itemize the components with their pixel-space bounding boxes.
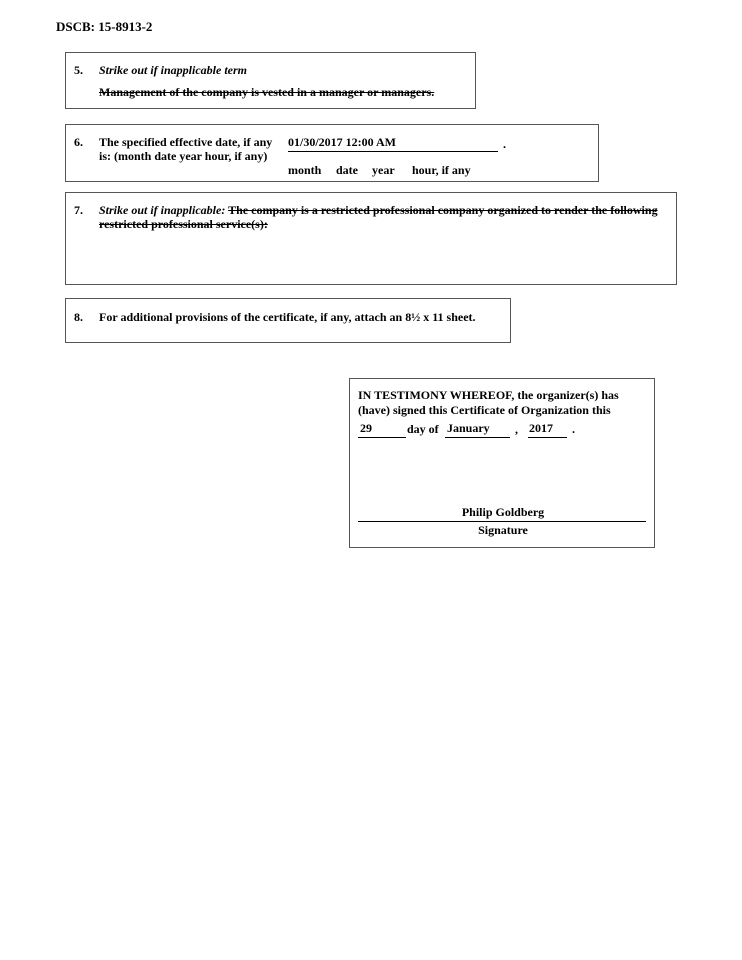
item5-box — [65, 52, 476, 109]
month-underline — [445, 437, 510, 438]
item7-struck-line1: The company is a restricted professional company organized to render the following — [228, 203, 658, 217]
testimony-comma: , — [515, 422, 518, 436]
item7-text-line1 — [99, 203, 658, 217]
testimony-line2: (have) signed this Certificate of Organization this — [358, 403, 611, 417]
item6-prompt-line1: The specified effective date, if any — [99, 135, 273, 149]
day-underline — [358, 437, 406, 438]
testimony-box — [349, 378, 655, 548]
item8-box — [65, 298, 511, 343]
year-underline — [528, 437, 567, 438]
item5-instruction: Strike out if inapplicable term — [99, 63, 248, 77]
item6-prompt-line2: is: (month date year hour, if any) — [99, 149, 268, 163]
item6-number: 6. — [74, 135, 83, 149]
form-id: DSCB: 15-8913-2 — [56, 19, 153, 34]
effective-date-underline — [288, 151, 498, 152]
signer-name: Philip Goldberg — [461, 505, 545, 519]
signature-line — [358, 521, 646, 522]
testimony-day[interactable]: 29 — [360, 421, 372, 435]
testimony-period: . — [572, 422, 575, 436]
label-month: month — [288, 163, 322, 177]
item7-number: 7. — [74, 203, 83, 217]
testimony-day-of: day of — [407, 422, 439, 436]
item6-box — [65, 124, 599, 182]
testimony-month[interactable]: January — [447, 421, 490, 435]
label-date: date — [336, 163, 358, 177]
effective-date-value[interactable]: 01/30/2017 12:00 AM — [288, 135, 396, 149]
label-year: year — [372, 163, 395, 177]
item8-number: 8. — [74, 310, 83, 324]
label-hour: hour, if any — [412, 163, 471, 177]
testimony-year[interactable]: 2017 — [529, 421, 553, 435]
testimony-line1: IN TESTIMONY WHEREOF, the organizer(s) has — [358, 388, 619, 402]
item7-box — [65, 192, 677, 285]
item7-instruction: Strike out if inapplicable: — [99, 203, 226, 217]
item6-period: . — [503, 137, 506, 151]
item5-number: 5. — [74, 63, 83, 77]
item8-text: For additional provisions of the certificate, if any, attach an 8½ x 11 sheet. — [99, 310, 476, 324]
item5-struck-text: Management of the company is vested in a manager or managers. — [99, 85, 435, 99]
item7-struck-line2: restricted professional service(s): — [99, 217, 268, 231]
signature-label: Signature — [478, 523, 528, 537]
